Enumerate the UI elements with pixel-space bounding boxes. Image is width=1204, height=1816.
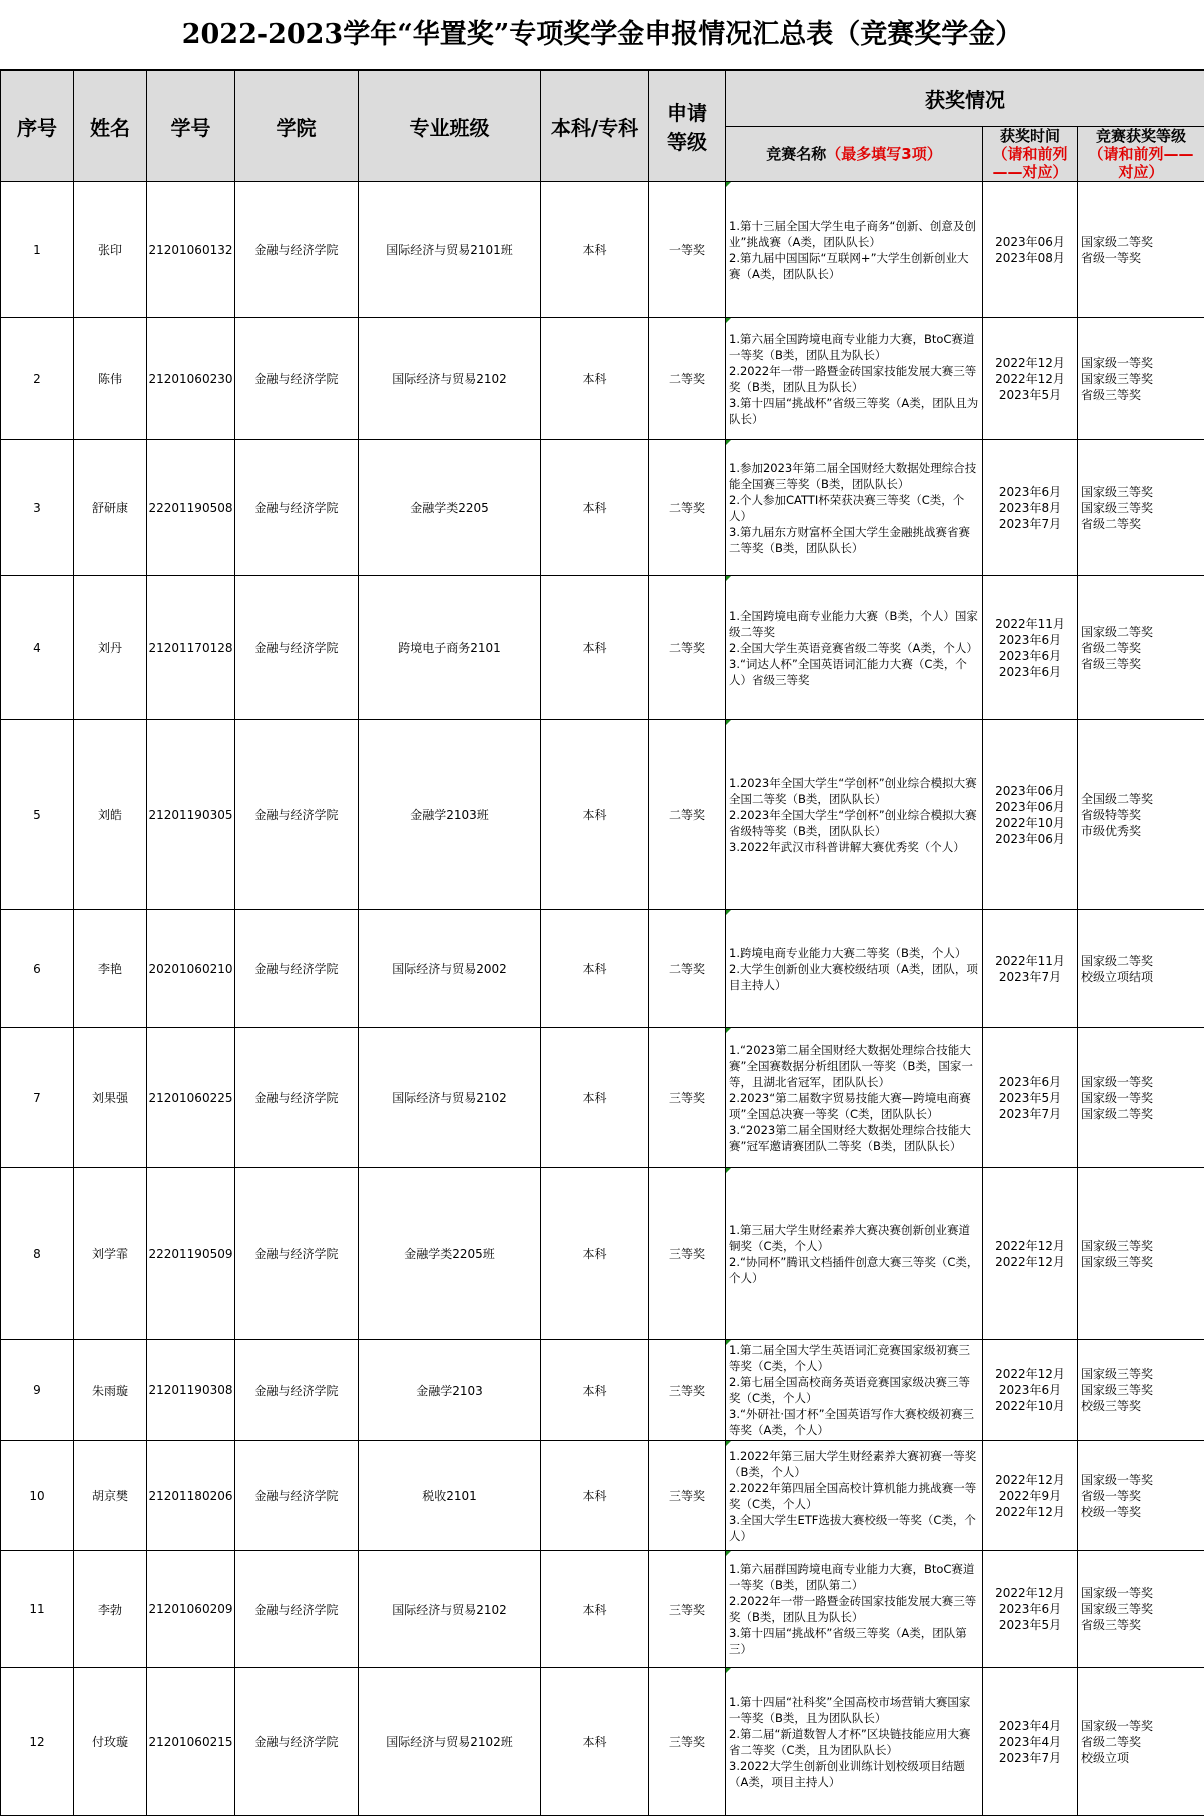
competition-line: 2.第九届中国国际“互联网+”大学生创新创业大赛（A类，团队队长） (729, 250, 979, 282)
cell-award-levels[interactable] (1078, 1668, 1204, 1816)
award-level-line: 国家级三等奖 (1081, 484, 1204, 500)
cell-award-levels[interactable] (1078, 1168, 1204, 1340)
cell-seq[interactable]: 4 (1, 576, 74, 720)
award-level-line: 国家级三等奖 (1081, 1238, 1204, 1254)
table-row (1, 1668, 1204, 1816)
cell-college[interactable]: 金融与经济学院 (235, 1028, 359, 1168)
cell-student-id[interactable]: 21201180206 (147, 1441, 235, 1551)
cell-seq[interactable]: 7 (1, 1028, 74, 1168)
award-time-line: 2023年5月 (983, 1617, 1077, 1633)
header-apply-level-line1: 申请 (649, 97, 725, 126)
cell-name[interactable]: 朱雨璇 (74, 1340, 147, 1441)
cell-name[interactable]: 刘丹 (74, 576, 147, 720)
table-row (1, 1340, 1204, 1441)
cell-seq[interactable]: 5 (1, 720, 74, 910)
cell-student-id[interactable]: 21201060225 (147, 1028, 235, 1168)
comment-marker-icon (726, 1168, 731, 1173)
cell-competitions[interactable] (726, 1441, 983, 1551)
cell-seq[interactable]: 2 (1, 318, 74, 440)
award-time-line: 2023年5月 (983, 1090, 1077, 1106)
cell-apply-level[interactable]: 三等奖 (649, 1028, 726, 1168)
award-level-line: 省级特等奖 (1081, 807, 1204, 823)
award-time-line: 2022年9月 (983, 1488, 1077, 1504)
cell-name[interactable]: 胡京樊 (74, 1441, 147, 1551)
cell-seq[interactable]: 6 (1, 910, 74, 1028)
award-time-line: 2023年5月 (983, 387, 1077, 403)
cell-award-times[interactable] (983, 318, 1078, 440)
cell-award-levels[interactable] (1078, 576, 1204, 720)
header-seq: 序号 (1, 71, 74, 182)
cell-degree[interactable]: 本科 (541, 318, 649, 440)
comment-marker-icon (726, 182, 731, 187)
cell-name[interactable]: 付玫璇 (74, 1668, 147, 1816)
comment-marker-icon (726, 910, 731, 915)
competition-line: 2.第二届“新道数智人才杯”区块链技能应用大赛省二等奖（C类，且为团队队长） (729, 1726, 979, 1758)
competition-line: 1.第三届大学生财经素养大赛决赛创新创业赛道铜奖（C类，个人） (729, 1222, 979, 1254)
cell-award-levels[interactable] (1078, 1028, 1204, 1168)
award-level-line: 国家级一等奖 (1081, 1472, 1204, 1488)
competition-line: 2.2022年第四届全国高校计算机能力挑战赛一等奖（C类，个人） (729, 1480, 979, 1512)
cell-college[interactable]: 金融与经济学院 (235, 910, 359, 1028)
award-time-line: 2022年12月 (983, 1504, 1077, 1520)
cell-degree[interactable]: 本科 (541, 576, 649, 720)
award-time-line: 2023年7月 (983, 1750, 1077, 1766)
header-award-grade-line1: 竞赛获奖等级 (1078, 127, 1204, 145)
award-time-line: 2023年6月 (983, 632, 1077, 648)
competition-line: 3.“词达人杯”全国英语词汇能力大赛（C类，个人）省级三等奖 (729, 656, 979, 688)
competition-line: 1.第十三届全国大学生电子商务“创新、创意及创业”挑战赛（A类，团队队长） (729, 218, 979, 250)
header-award-time-line1: 获奖时间 (983, 127, 1077, 145)
award-time-line: 2023年6月 (983, 1074, 1077, 1090)
cell-college[interactable]: 金融与经济学院 (235, 576, 359, 720)
header-award-grade-line2: （请和前列—— (1078, 145, 1204, 163)
award-level-line: 省级一等奖 (1081, 250, 1204, 266)
award-time-line: 2023年7月 (983, 516, 1077, 532)
table-row (1, 440, 1204, 576)
award-time-line: 2023年6月 (983, 1382, 1077, 1398)
cell-competitions[interactable] (726, 1028, 983, 1168)
header-award-time-line3: ——对应） (983, 163, 1077, 181)
competition-line: 3.2022年武汉市科普讲解大赛优秀奖（个人） (729, 839, 979, 855)
header-competition-name (726, 127, 983, 182)
cell-seq[interactable]: 12 (1, 1668, 74, 1816)
table-row (1, 576, 1204, 720)
award-time-line: 2023年6月 (983, 484, 1077, 500)
award-level-line: 国家级一等奖 (1081, 1074, 1204, 1090)
cell-name[interactable]: 李艳 (74, 910, 147, 1028)
competition-line: 1.2023年全国大学生“学创杯”创业综合模拟大赛全国二等奖（B类，团队队长） (729, 775, 979, 807)
award-level-line: 省级一等奖 (1081, 1488, 1204, 1504)
award-time-line: 2022年12月 (983, 1366, 1077, 1382)
comment-marker-icon (726, 1668, 731, 1673)
cell-major-class[interactable]: 金融学类2205班 (359, 1168, 541, 1340)
cell-award-times[interactable] (983, 910, 1078, 1028)
comment-marker-icon (726, 440, 731, 445)
competition-line: 3.第十四届“挑战杯”省级三等奖（A类，团队且为队长） (729, 395, 979, 427)
cell-apply-level[interactable]: 二等奖 (649, 910, 726, 1028)
header-award-grade (1078, 127, 1204, 182)
cell-award-levels[interactable] (1078, 318, 1204, 440)
award-time-line: 2023年06月 (983, 783, 1077, 799)
cell-name[interactable]: 刘皓 (74, 720, 147, 910)
award-level-line: 省级二等奖 (1081, 640, 1204, 656)
award-level-line: 省级二等奖 (1081, 1734, 1204, 1750)
award-level-line: 国家级二等奖 (1081, 953, 1204, 969)
cell-college[interactable]: 金融与经济学院 (235, 440, 359, 576)
competition-line: 3.全国大学生ETF选拔大赛校级一等奖（C类，个人） (729, 1512, 979, 1544)
cell-name[interactable]: 刘学霏 (74, 1168, 147, 1340)
award-level-line: 国家级三等奖 (1081, 1601, 1204, 1617)
cell-major-class[interactable]: 金融学2103 (359, 1340, 541, 1441)
award-level-line: 国家级二等奖 (1081, 624, 1204, 640)
cell-award-times[interactable] (983, 1340, 1078, 1441)
cell-college[interactable]: 金融与经济学院 (235, 1168, 359, 1340)
competition-line: 1.“2023第二届全国财经大数据处理综合技能大赛”全国赛数据分析组团队一等奖（B类，国家一等，且湖北省冠军，团队队长） (729, 1042, 979, 1090)
cell-major-class[interactable]: 国际经济与贸易2102 (359, 318, 541, 440)
award-time-line: 2023年8月 (983, 500, 1077, 516)
award-level-line: 国家级一等奖 (1081, 1090, 1204, 1106)
header-college: 学院 (235, 71, 359, 182)
competition-line: 2.2023“第二届数字贸易技能大赛—跨境电商赛项”全国总决赛一等奖（C类，团队队长） (729, 1090, 979, 1122)
cell-degree[interactable]: 本科 (541, 1168, 649, 1340)
cell-apply-level[interactable]: 二等奖 (649, 440, 726, 576)
cell-competitions[interactable] (726, 910, 983, 1028)
cell-major-class[interactable]: 国际经济与贸易2102 (359, 1551, 541, 1668)
cell-college[interactable]: 金融与经济学院 (235, 1551, 359, 1668)
award-time-line: 2022年12月 (983, 355, 1077, 371)
cell-seq[interactable]: 1 (1, 182, 74, 318)
competition-line: 2.2022年一带一路暨金砖国家技能发展大赛三等奖（B类，团队且为队长） (729, 1593, 979, 1625)
award-time-line: 2022年10月 (983, 1398, 1077, 1414)
award-level-line: 国家级一等奖 (1081, 355, 1204, 371)
cell-name[interactable]: 刘果强 (74, 1028, 147, 1168)
cell-apply-level[interactable]: 三等奖 (649, 1668, 726, 1816)
header-degree: 本科/专科 (541, 71, 649, 182)
award-level-line: 国家级三等奖 (1081, 1366, 1204, 1382)
header-competition-name-text: 竞赛名称 (766, 145, 826, 163)
comment-marker-icon (726, 576, 731, 581)
competition-line: 1.第六届群国跨境电商专业能力大赛，BtoC赛道一等奖（B类，团队第二） (729, 1561, 979, 1593)
cell-apply-level[interactable]: 一等奖 (649, 182, 726, 318)
cell-degree[interactable]: 本科 (541, 910, 649, 1028)
competition-line: 2.个人参加CATTI杯荣获决赛三等奖（C类，个人） (729, 492, 979, 524)
award-level-line: 国家级一等奖 (1081, 1718, 1204, 1734)
cell-student-id[interactable]: 20201060210 (147, 910, 235, 1028)
cell-seq[interactable]: 8 (1, 1168, 74, 1340)
award-time-line: 2023年7月 (983, 969, 1077, 985)
header-award-time (983, 127, 1078, 182)
award-level-line: 省级三等奖 (1081, 1617, 1204, 1633)
cell-student-id[interactable]: 21201170128 (147, 576, 235, 720)
award-level-line: 国家级一等奖 (1081, 1585, 1204, 1601)
cell-name[interactable]: 李勃 (74, 1551, 147, 1668)
table-row (1, 1028, 1204, 1168)
comment-marker-icon (726, 1441, 731, 1446)
header-competition-note: （最多填写3项） (826, 145, 941, 163)
award-level-line: 全国级二等奖 (1081, 791, 1204, 807)
header-apply-level (649, 71, 726, 182)
cell-seq[interactable]: 3 (1, 440, 74, 576)
award-level-line: 国家级三等奖 (1081, 371, 1204, 387)
cell-degree[interactable]: 本科 (541, 1028, 649, 1168)
comment-marker-icon (726, 720, 731, 725)
cell-major-class[interactable]: 国际经济与贸易2002 (359, 910, 541, 1028)
cell-major-class[interactable]: 金融学2103班 (359, 720, 541, 910)
cell-degree[interactable]: 本科 (541, 1340, 649, 1441)
competition-line: 2.大学生创新创业大赛校级结项（A类，团队，项目主持人） (729, 961, 979, 993)
cell-major-class[interactable]: 金融学类2205 (359, 440, 541, 576)
cell-competitions[interactable] (726, 1551, 983, 1668)
award-level-line: 省级三等奖 (1081, 656, 1204, 672)
cell-major-class[interactable]: 国际经济与贸易2102 (359, 1028, 541, 1168)
cell-student-id[interactable]: 21201190305 (147, 720, 235, 910)
cell-award-levels[interactable] (1078, 910, 1204, 1028)
cell-student-id[interactable]: 21201190308 (147, 1340, 235, 1441)
cell-seq[interactable]: 9 (1, 1340, 74, 1441)
competition-line: 2.2022年一带一路暨金砖国家技能发展大赛三等奖（B类，团队且为队长） (729, 363, 979, 395)
cell-competitions[interactable] (726, 1340, 983, 1441)
sheet-title: 2022-2023学年“华置奖”专项奖学金申报情况汇总表（竞赛奖学金） (0, 0, 1204, 70)
award-time-line: 2023年7月 (983, 1106, 1077, 1122)
header-name: 姓名 (74, 71, 147, 182)
table-row (1, 1441, 1204, 1551)
cell-student-id[interactable]: 21201060132 (147, 182, 235, 318)
cell-student-id[interactable]: 22201190509 (147, 1168, 235, 1340)
comment-marker-icon (726, 1551, 731, 1556)
cell-student-id[interactable]: 22201190508 (147, 440, 235, 576)
cell-competitions[interactable] (726, 182, 983, 318)
header-row-1 (1, 71, 1204, 127)
cell-college[interactable]: 金融与经济学院 (235, 1668, 359, 1816)
cell-seq[interactable]: 11 (1, 1551, 74, 1668)
cell-degree[interactable]: 本科 (541, 182, 649, 318)
competition-line: 1.参加2023年第二届全国财经大数据处理综合技能全国赛三等奖（B类，团队队长） (729, 460, 979, 492)
award-time-line: 2022年12月 (983, 1472, 1077, 1488)
award-level-line: 国家级二等奖 (1081, 1106, 1204, 1122)
cell-award-times[interactable] (983, 1168, 1078, 1340)
cell-competitions[interactable] (726, 720, 983, 910)
comment-marker-icon (726, 1340, 731, 1345)
cell-competitions[interactable] (726, 1668, 983, 1816)
cell-college[interactable]: 金融与经济学院 (235, 1340, 359, 1441)
competition-line: 1.全国跨境电商专业能力大赛（B类，个人）国家级二等奖 (729, 608, 979, 640)
award-level-line: 校级立项 (1081, 1750, 1204, 1766)
cell-college[interactable]: 金融与经济学院 (235, 182, 359, 318)
comment-marker-icon (726, 1028, 731, 1033)
cell-degree[interactable]: 本科 (541, 720, 649, 910)
competition-line: 3.“2023第二届全国财经大数据处理综合技能大赛”冠军邀请赛团队二等奖（B类，团队队长） (729, 1122, 979, 1154)
cell-award-levels[interactable] (1078, 720, 1204, 910)
cell-major-class[interactable]: 国际经济与贸易2101班 (359, 182, 541, 318)
award-level-line: 省级三等奖 (1081, 387, 1204, 403)
cell-college[interactable]: 金融与经济学院 (235, 318, 359, 440)
header-major-class: 专业班级 (359, 71, 541, 182)
competition-line: 2.“协同杯”腾讯文档插件创意大赛三等奖（C类，个人） (729, 1254, 979, 1286)
cell-apply-level[interactable]: 三等奖 (649, 1168, 726, 1340)
summary-table (0, 70, 1204, 1816)
cell-award-times[interactable] (983, 1668, 1078, 1816)
competition-line: 1.第二届全国大学生英语词汇竞赛国家级初赛三等奖（C类，个人） (729, 1342, 979, 1374)
competition-line: 1.2022年第三届大学生财经素养大赛初赛一等奖（B类，个人） (729, 1448, 979, 1480)
cell-award-times[interactable] (983, 1441, 1078, 1551)
award-time-line: 2023年4月 (983, 1734, 1077, 1750)
award-time-line: 2023年06月 (983, 234, 1077, 250)
award-time-line: 2022年12月 (983, 1254, 1077, 1270)
header-award-group: 获奖情况 (726, 71, 1204, 127)
header-apply-level-line2: 等级 (649, 126, 725, 155)
award-time-line: 2023年6月 (983, 1601, 1077, 1617)
award-level-line: 省级二等奖 (1081, 516, 1204, 532)
cell-degree[interactable]: 本科 (541, 1551, 649, 1668)
table-row (1, 910, 1204, 1028)
header-award-grade-line3: 对应） (1078, 163, 1204, 181)
cell-competitions[interactable] (726, 1168, 983, 1340)
award-time-line: 2022年12月 (983, 1585, 1077, 1601)
award-time-line: 2023年06月 (983, 831, 1077, 847)
table-row (1, 720, 1204, 910)
competition-line: 2.第七届全国高校商务英语竞赛国家级决赛三等奖（C类，个人） (729, 1374, 979, 1406)
competition-line: 3.第九届东方财富杯全国大学生金融挑战赛省赛二等奖（B类，团队队长） (729, 524, 979, 556)
cell-student-id[interactable]: 21201060209 (147, 1551, 235, 1668)
cell-award-times[interactable] (983, 182, 1078, 318)
cell-major-class[interactable]: 跨境电子商务2101 (359, 576, 541, 720)
award-time-line: 2023年4月 (983, 1718, 1077, 1734)
table-row (1, 1168, 1204, 1340)
award-time-line: 2023年06月 (983, 799, 1077, 815)
cell-award-levels[interactable] (1078, 440, 1204, 576)
comment-marker-icon (726, 318, 731, 323)
cell-seq[interactable]: 10 (1, 1441, 74, 1551)
cell-apply-level[interactable]: 二等奖 (649, 318, 726, 440)
header-student-id: 学号 (147, 71, 235, 182)
award-level-line: 国家级二等奖 (1081, 234, 1204, 250)
cell-apply-level[interactable]: 二等奖 (649, 576, 726, 720)
award-time-line: 2023年08月 (983, 250, 1077, 266)
award-time-line: 2022年11月 (983, 953, 1077, 969)
cell-student-id[interactable]: 21201060230 (147, 318, 235, 440)
competition-line: 2.2023年全国大学生“学创杯”创业综合模拟大赛省级特等奖（B类，团队队长） (729, 807, 979, 839)
cell-award-levels[interactable] (1078, 1441, 1204, 1551)
cell-competitions[interactable] (726, 440, 983, 576)
award-level-line: 国家级三等奖 (1081, 1254, 1204, 1270)
award-time-line: 2023年6月 (983, 664, 1077, 680)
award-time-line: 2022年12月 (983, 371, 1077, 387)
cell-award-times[interactable] (983, 440, 1078, 576)
table-row (1, 182, 1204, 318)
table-row (1, 318, 1204, 440)
competition-line: 1.跨境电商专业能力大赛二等奖（B类，个人） (729, 945, 979, 961)
cell-name[interactable]: 舒研康 (74, 440, 147, 576)
award-level-line: 校级三等奖 (1081, 1398, 1204, 1414)
competition-line: 3.2022大学生创新创业训练计划校级项目结题（A类，项目主持人） (729, 1758, 979, 1790)
cell-award-times[interactable] (983, 576, 1078, 720)
competition-line: 3.“外研社·国才杯”全国英语写作大赛校级初赛三等奖（A类，个人） (729, 1406, 979, 1438)
competition-line: 1.第六届全国跨境电商专业能力大赛，BtoC赛道一等奖（B类，团队且为队长） (729, 331, 979, 363)
competition-line: 3.第十四届“挑战杯”省级三等奖（A类，团队第三） (729, 1625, 979, 1657)
cell-award-times[interactable] (983, 1028, 1078, 1168)
header-award-time-line2: （请和前列 (983, 145, 1077, 163)
table-body (1, 182, 1204, 1816)
award-level-line: 校级立项结项 (1081, 969, 1204, 985)
table-row (1, 1551, 1204, 1668)
cell-competitions[interactable] (726, 318, 983, 440)
cell-student-id[interactable]: 21201060215 (147, 1668, 235, 1816)
cell-award-levels[interactable] (1078, 182, 1204, 318)
cell-name[interactable]: 陈伟 (74, 318, 147, 440)
cell-apply-level[interactable]: 三等奖 (649, 1441, 726, 1551)
award-level-line: 国家级三等奖 (1081, 500, 1204, 516)
award-time-line: 2023年6月 (983, 648, 1077, 664)
award-level-line: 校级一等奖 (1081, 1504, 1204, 1520)
award-level-line: 市级优秀奖 (1081, 823, 1204, 839)
cell-name[interactable]: 张印 (74, 182, 147, 318)
cell-major-class[interactable]: 国际经济与贸易2102班 (359, 1668, 541, 1816)
cell-competitions[interactable] (726, 576, 983, 720)
cell-degree[interactable]: 本科 (541, 1441, 649, 1551)
cell-award-levels[interactable] (1078, 1551, 1204, 1668)
award-time-line: 2022年11月 (983, 616, 1077, 632)
award-level-line: 国家级三等奖 (1081, 1382, 1204, 1398)
cell-award-times[interactable] (983, 720, 1078, 910)
cell-award-times[interactable] (983, 1551, 1078, 1668)
cell-college[interactable]: 金融与经济学院 (235, 1441, 359, 1551)
cell-college[interactable]: 金融与经济学院 (235, 720, 359, 910)
award-time-line: 2022年12月 (983, 1238, 1077, 1254)
cell-major-class[interactable]: 税收2101 (359, 1441, 541, 1551)
cell-award-levels[interactable] (1078, 1340, 1204, 1441)
cell-apply-level[interactable]: 三等奖 (649, 1340, 726, 1441)
competition-line: 1.第十四届“社科奖”全国高校市场营销大赛国家一等奖（B类，且为团队队长） (729, 1694, 979, 1726)
cell-apply-level[interactable]: 二等奖 (649, 720, 726, 910)
competition-line: 2.全国大学生英语竞赛省级二等奖（A类，个人） (729, 640, 979, 656)
cell-apply-level[interactable]: 三等奖 (649, 1551, 726, 1668)
award-time-line: 2022年10月 (983, 815, 1077, 831)
cell-degree[interactable]: 本科 (541, 440, 649, 576)
cell-degree[interactable]: 本科 (541, 1668, 649, 1816)
